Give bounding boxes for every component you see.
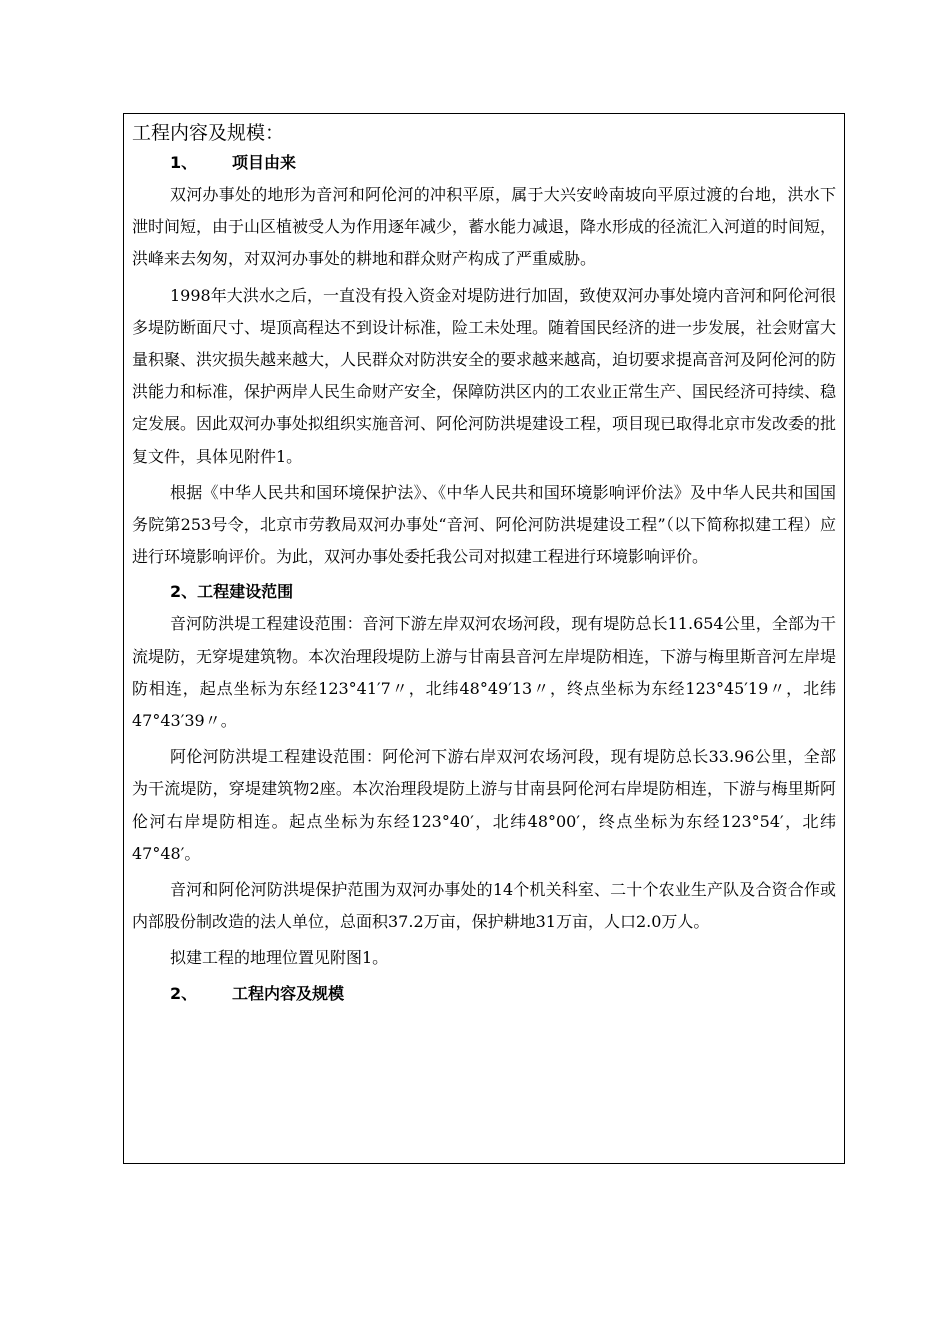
heading-text: 项目由来 [232,153,297,172]
paragraph: 双河办事处的地形为音河和阿伦河的冲积平原，属于大兴安岭南坡向平原过渡的台地，洪水下泄时间短，由于山区植被受人为作用逐年减少，蓄水能力减退，降水形成的径流汇入河道的时间短，洪峰来去匆匆，对双河办事处的耕地和群众财产构成了严重威胁。 [132,185,837,269]
paragraph: 音河防洪堤工程建设范围：音河下游左岸双河农场河段，现有堤防总长11.654公里，全部为干流堤防，无穿堤建筑物。本次治理段堤防上游与甘南县音河左岸堤防相连，下游与梅里斯音河左岸堤防相连，起点坐标为东经123°41′7〃，北纬48°49′13〃，终点坐标为东经123°45′19〃，北纬47°43′39〃。 [132,614,837,731]
document-body [132,118,836,1010]
heading-number: 1、 [170,153,198,172]
heading-text: 工程建设范围 [197,582,294,602]
section-title: 工程内容及规模： [132,122,285,144]
paragraph: 阿伦河防洪堤工程建设范围：阿伦河下游右岸双河农场河段，现有堤防总长33.96公里，全部为干流堤防，穿堤建筑物2座。本次治理段堤防上游与甘南县阿伦河右岸堤防相连，下游与梅里斯阿伦河右岸堤防相连。起点坐标为东经123°40′，北纬48°00′，终点坐标为东经123°54′，北纬47°48′。 [132,747,836,863]
heading-construction-scope [132,577,836,607]
heading-number: 2、 [170,582,198,602]
heading-number: 2、 [170,983,198,1003]
heading-text: 工程内容及规模 [232,983,345,1003]
paragraph: 1998年大洪水之后，一直没有投入资金对堤防进行加固，致使双河办事处境内音河和阿伦河很多堤防断面尺寸、堤顶高程达不到设计标准，险工未处理。随着国民经济的进一步发展，社会财富大量积聚、洪灾损失越来越大，人民群众对防洪安全的要求越来越高，迫切要求提高音河及阿伦河的防洪能力和标准，保护两岸人民生命财产安全，保障防洪区内的工农业正常生产、国民经济可持续、稳定发展。因此双河办事处拟组织实施音河、阿伦河防洪堤建设工程，项目现已取得北京市发改委的批复文件，具体见附件1。 [132,285,837,466]
heading-engineering-content [132,979,836,1009]
paragraph: 音河和阿伦河防洪堤保护范围为双河办事处的14个机关科室、二十个农业生产队及合资合作或内部股份制改造的法人单位，总面积37.2万亩，保护耕地31万亩，人口2.0万人。 [132,880,836,932]
heading-project-origin [132,148,836,178]
paragraph: 拟建工程的地理位置见附图1。 [170,948,389,968]
paragraph: 根据《中华人民共和国环境保护法》、《中华人民共和国环境影响评价法》及中华人民共和国国务院第253号令，北京市劳教局双河办事处“音河、阿伦河防洪堤建设工程”（以下简称拟建工程）应进行环境影响评价。为此，双河办事处委托我公司对拟建工程进行环境影响评价。 [132,482,836,567]
content-frame [123,113,845,1164]
